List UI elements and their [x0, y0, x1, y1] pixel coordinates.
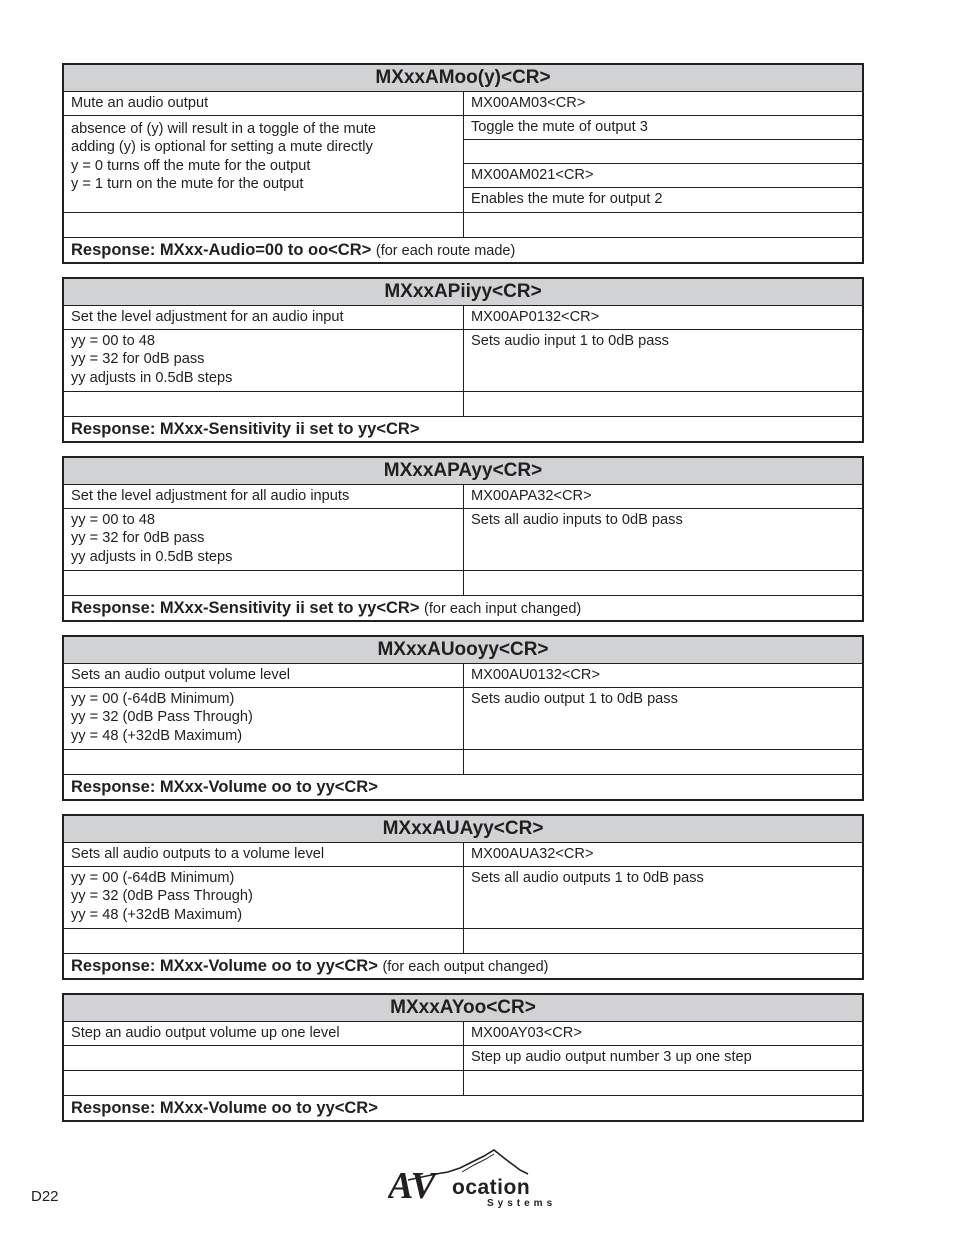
command-table-output-volume	[62, 635, 864, 801]
command-example: MX00AP0132<CR>	[471, 309, 600, 325]
table-row-empty	[64, 392, 862, 417]
detail-line: y = 1 turn on the mute for the output	[71, 176, 304, 192]
response-line	[64, 954, 862, 978]
response-note: (for each route made)	[375, 242, 516, 259]
example-note: Sets all audio inputs to 0dB pass	[471, 511, 683, 528]
response-line	[64, 775, 862, 799]
example-note: Sets all audio outputs 1 to 0dB pass	[471, 869, 704, 886]
example-note: Sets audio output 1 to 0dB pass	[471, 690, 678, 707]
detail-line: yy = 32 (0dB Pass Through)	[71, 709, 253, 725]
table-row	[64, 1046, 862, 1071]
example-column	[464, 116, 862, 212]
command-description: Step an audio output volume up one level	[64, 1022, 464, 1045]
detail-line: yy adjusts in 0.5dB steps	[71, 369, 233, 386]
table-row-empty	[64, 1071, 862, 1096]
table-row-empty	[64, 213, 862, 238]
command-example: MX00AM021<CR>	[464, 164, 862, 188]
table-row-empty	[64, 929, 862, 954]
logo-sub: Systems	[487, 1198, 557, 1209]
table-row	[64, 485, 862, 509]
command-description: Sets an audio output volume level	[64, 664, 464, 687]
example-note: Toggle the mute of output 3	[464, 116, 862, 140]
command-detail	[64, 116, 464, 212]
command-example: MX00AUA32<CR>	[471, 846, 594, 862]
command-table-input-level	[62, 277, 864, 443]
detail-line: yy = 00 to 48	[71, 511, 155, 528]
empty-cell	[64, 213, 464, 237]
logo-word: ocation	[452, 1176, 531, 1199]
command-example: MX00APA32<CR>	[471, 488, 592, 504]
table-row	[64, 688, 862, 750]
response-text: Response: MXxx-Audio=00 to oo<CR>	[71, 240, 372, 259]
example-note: Enables the mute for output 2	[471, 190, 663, 207]
example-note: Step up audio output number 3 up one step	[471, 1048, 752, 1065]
response-text: Response: MXxx-Volume oo to yy<CR>	[71, 1098, 378, 1117]
command-example: MX00AU0132<CR>	[471, 667, 600, 683]
command-description: Set the level adjustment for an audio input	[64, 306, 464, 329]
detail-line: adding (y) is optional for setting a mute directly	[71, 139, 373, 155]
table-row	[64, 330, 862, 392]
command-title: MXxxAUooyy<CR>	[64, 637, 862, 664]
detail-line: yy = 32 for 0dB pass	[71, 351, 205, 367]
command-description: Sets all audio outputs to a volume level	[64, 843, 464, 866]
response-line	[64, 238, 862, 262]
command-table-volume-step-up	[62, 993, 864, 1122]
table-row	[64, 1022, 862, 1046]
table-row	[64, 92, 862, 116]
table-row	[64, 509, 862, 571]
detail-line: yy = 00 (-64dB Minimum)	[71, 690, 235, 707]
empty-cell	[64, 929, 464, 953]
response-line	[64, 1096, 862, 1120]
command-description: Set the level adjustment for all audio inputs	[64, 485, 464, 508]
response-line	[64, 596, 862, 620]
command-example: MX00AY03<CR>	[471, 1025, 582, 1041]
empty-cell	[464, 392, 862, 416]
table-row	[64, 116, 862, 213]
detail-line: yy adjusts in 0.5dB steps	[71, 548, 233, 565]
command-detail	[64, 509, 464, 570]
empty-cell	[64, 1046, 464, 1070]
response-text: Response: MXxx-Volume oo to yy<CR>	[71, 956, 378, 975]
logo-av: AV	[388, 1165, 436, 1207]
empty-cell	[64, 750, 464, 774]
response-text: Response: MXxx-Sensitivity ii set to yy<CR>	[71, 419, 420, 438]
empty-cell	[464, 929, 862, 953]
response-text: Response: MXxx-Volume oo to yy<CR>	[71, 777, 378, 796]
detail-line: y = 0 turns off the mute for the output	[71, 157, 311, 174]
empty-cell	[464, 140, 862, 164]
response-text: Response: MXxx-Sensitivity ii set to yy<CR>	[71, 598, 420, 617]
detail-line: yy = 32 (0dB Pass Through)	[71, 888, 253, 904]
response-note: (for each output changed)	[382, 958, 549, 975]
empty-cell	[464, 571, 862, 595]
table-row	[64, 306, 862, 330]
detail-line: absence of (y) will result in a toggle of the mute	[71, 120, 377, 137]
detail-line: yy = 48 (+32dB Maximum)	[71, 906, 243, 923]
command-detail	[64, 867, 464, 928]
command-detail	[64, 688, 464, 749]
command-title: MXxxAUAyy<CR>	[64, 816, 862, 843]
empty-cell	[464, 1071, 862, 1095]
empty-cell	[464, 213, 862, 237]
command-table-audio-mute	[62, 63, 864, 264]
table-row	[64, 867, 862, 929]
example-note: Sets audio input 1 to 0dB pass	[471, 332, 669, 349]
table-row-empty	[64, 571, 862, 596]
command-table-all-outputs-volume	[62, 814, 864, 980]
empty-cell	[64, 1071, 464, 1095]
empty-cell	[64, 392, 464, 416]
command-title: MXxxAYoo<CR>	[64, 995, 862, 1022]
empty-cell	[64, 571, 464, 595]
detail-line: yy = 48 (+32dB Maximum)	[71, 727, 243, 744]
detail-line: yy = 00 to 48	[71, 332, 155, 349]
page-number: D22	[31, 1188, 59, 1205]
table-row	[64, 843, 862, 867]
table-row	[64, 664, 862, 688]
empty-cell	[464, 750, 862, 774]
command-title: MXxxAPAyy<CR>	[64, 458, 862, 485]
command-title: MXxxAMoo(y)<CR>	[64, 65, 862, 92]
table-row-empty	[64, 750, 862, 775]
detail-line: yy = 00 (-64dB Minimum)	[71, 869, 235, 886]
command-detail	[64, 330, 464, 391]
response-note: (for each input changed)	[424, 600, 582, 617]
command-title: MXxxAPiiyy<CR>	[64, 279, 862, 306]
command-example: MX00AM03<CR>	[471, 95, 586, 111]
avocation-systems-logo	[388, 1148, 570, 1210]
response-line	[64, 417, 862, 441]
command-description: Mute an audio output	[64, 92, 464, 115]
command-table-all-inputs-level	[62, 456, 864, 622]
detail-line: yy = 32 for 0dB pass	[71, 530, 205, 546]
